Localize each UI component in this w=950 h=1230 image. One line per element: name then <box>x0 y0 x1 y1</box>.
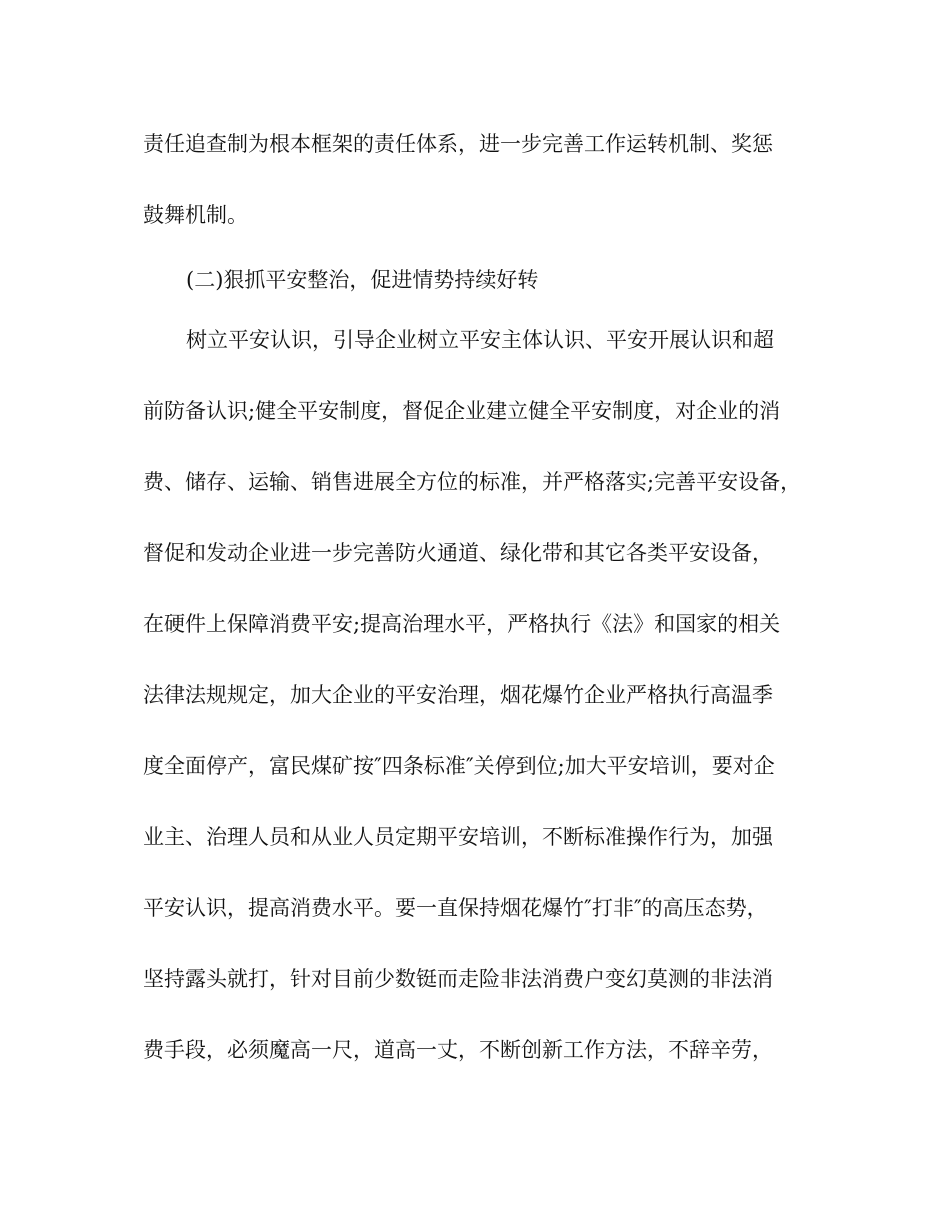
paragraph-line: 前防备认识;健全平安制度，督促企业建立健全平安制度，对企业的消 <box>143 399 781 423</box>
paragraph-line: 树立平安认识，引导企业树立平安主体认识、平安开展认识和超 <box>186 328 774 352</box>
paragraph-line: 鼓舞机制。 <box>143 203 248 227</box>
paragraph-line: 费手段，必须魔高一尺，道高一丈，不断创新工作方法，不辞辛劳， <box>143 1038 773 1062</box>
paragraph-line: 度全面停产，富民煤矿按″四条标准″关停到位;加大平安培训，要对企 <box>143 754 775 778</box>
paragraph-line: 费、储存、运输、销售进展全方位的标准，并严格落实;完善平安设备， <box>143 470 802 494</box>
paragraph-line: 法律法规规定，加大企业的平安治理，烟花爆竹企业严格执行高温季 <box>143 683 773 707</box>
paragraph-line: 坚持露头就打，针对目前少数铤而走险非法消费户变幻莫测的非法消 <box>143 967 773 991</box>
paragraph-line: 业主、治理人员和从业人员定期平安培训，不断标准操作行为，加强 <box>143 825 773 849</box>
paragraph-line: 在硬件上保障消费平安;提高治理水平，严格执行《法》和国家的相关 <box>143 612 781 636</box>
section-heading: (二)狠抓平安整治，促进情势持续好转 <box>186 268 539 292</box>
paragraph-line: 责任追查制为根本框架的责任体系，进一步完善工作运转机制、奖惩 <box>143 132 773 156</box>
paragraph-line: 督促和发动企业进一步完善防火通道、绿化带和其它各类平安设备， <box>143 541 773 565</box>
paragraph-line: 平安认识，提高消费水平。要一直保持烟花爆竹″打非″的高压态势， <box>143 896 768 920</box>
